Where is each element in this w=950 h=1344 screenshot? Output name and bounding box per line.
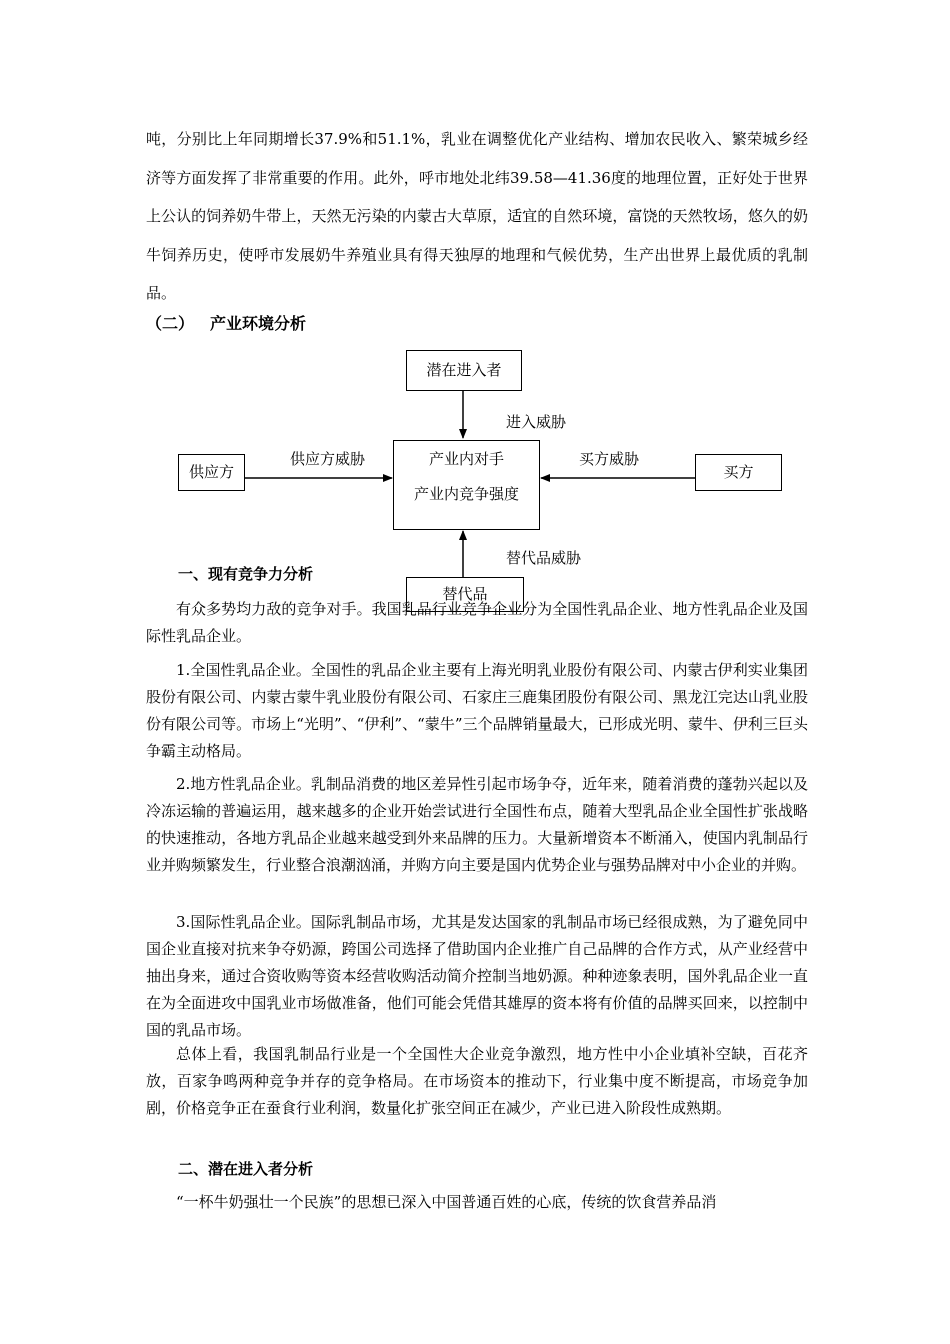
subsection1-heading: 一、现有竞争力分析	[178, 565, 314, 583]
label-substitute-threat: 替代品威胁	[506, 549, 582, 567]
box-potential-entrants	[406, 350, 522, 391]
industry-rivals-line2: 产业内竞争强度	[413, 485, 519, 503]
label-entry-threat: 进入威胁	[506, 413, 567, 431]
box-potential-entrants-label: 潜在进入者	[426, 361, 502, 379]
section-number: （二）	[146, 314, 195, 333]
box-suppliers	[178, 454, 245, 491]
box-buyers	[695, 454, 782, 491]
para-international-enterprises: 3.国际性乳品企业。国际乳制品市场，尤其是发达国家的乳制品市场已经很成熟，为了避免同中国企业直接对抗来争夺奶源，跨国公司选择了借助国内企业推广自己品牌的合作方式，从产业经营中抽出身来，通过合资收购等资本经营收购活动简介控制当地奶源。种种迹象表明，国外乳品企业一直在为全面进攻中国乳业市场做准备，他们可能会凭借其雄厚的资本将有价值的品牌买回来，以控制中国的乳品市场。	[146, 913, 808, 1039]
box-buyers-label: 买方	[723, 463, 754, 481]
para-local-enterprises: 2.地方性乳品企业。乳制品消费的地区差异性引起市场争夺，近年来，随着消费的蓬勃兴起以及冷冻运输的普遍运用，越来越多的企业开始尝试进行全国性布点，随着大型乳品企业全国性扩张战略的快速推动，各地方乳品企业越来越受到外来品牌的压力。大量新增资本不断涌入，使国内乳制品行业并购频繁发生，行业整合浪潮汹涌，并购方向主要是国内优势企业与强势品牌对中小企业的并购。	[146, 775, 808, 874]
box-substitutes-label: 替代品	[442, 585, 488, 603]
para-national-enterprises: 1.全国性乳品企业。全国性的乳品企业主要有上海光明乳业股份有限公司、内蒙古伊利实业集团股份有限公司、内蒙古蒙牛乳业股份有限公司、石家庄三鹿集团股份有限公司、黑龙江完达山乳业股份有限公司等。市场上“光明”、“伊利”、“蒙牛”三个品牌销量最大，已形成光明、蒙牛、伊利三巨头争霸主动格局。	[146, 661, 808, 760]
box-industry-rivals	[393, 440, 540, 530]
section-title: 产业环境分析	[210, 314, 307, 333]
label-supplier-threat: 供应方威胁	[290, 450, 366, 468]
industry-rivals-line1: 产业内对手	[428, 450, 504, 468]
para-potential-entrants: “一杯牛奶强壮一个民族”的思想已深入中国普通百姓的心底，传统的饮食营养品消	[176, 1193, 717, 1211]
subsection2-heading: 二、潜在进入者分析	[178, 1160, 314, 1178]
box-suppliers-label: 供应方	[188, 463, 234, 481]
intro-paragraph: 吨，分别比上年同期增长37.9%和51.1%，乳业在调整优化产业结构、增加农民收入、繁荣城乡经济等方面发挥了非常重要的作用。此外，呼市地处北纬39.58—41.36度的地理位置，正好处于世界上公认的饲养奶牛带上，天然无污染的内蒙古大草原，适宜的自然环境，富饶的天然牧场，悠久的奶牛饲养历史，使呼市发展奶牛养殖业具有得天独厚的地理和气候优势，生产出世界上最优质的乳制品。	[146, 130, 808, 302]
label-buyer-threat: 买方威胁	[579, 450, 640, 468]
para-competitors: 有众多势均力敌的竞争对手。我国乳品行业竞争企业分为全国性乳品企业、地方性乳品企业及国际性乳品企业。	[146, 600, 808, 645]
para-summary: 总体上看，我国乳制品行业是一个全国性大企业竞争激烈，地方性中小企业填补空缺，百花齐放，百家争鸣两种竞争并存的竞争格局。在市场资本的推动下，行业集中度不断提高，市场竞争加剧，价格竞争正在蚕食行业利润，数量化扩张空间正在减少，产业已进入阶段性成熟期。	[146, 1045, 808, 1117]
